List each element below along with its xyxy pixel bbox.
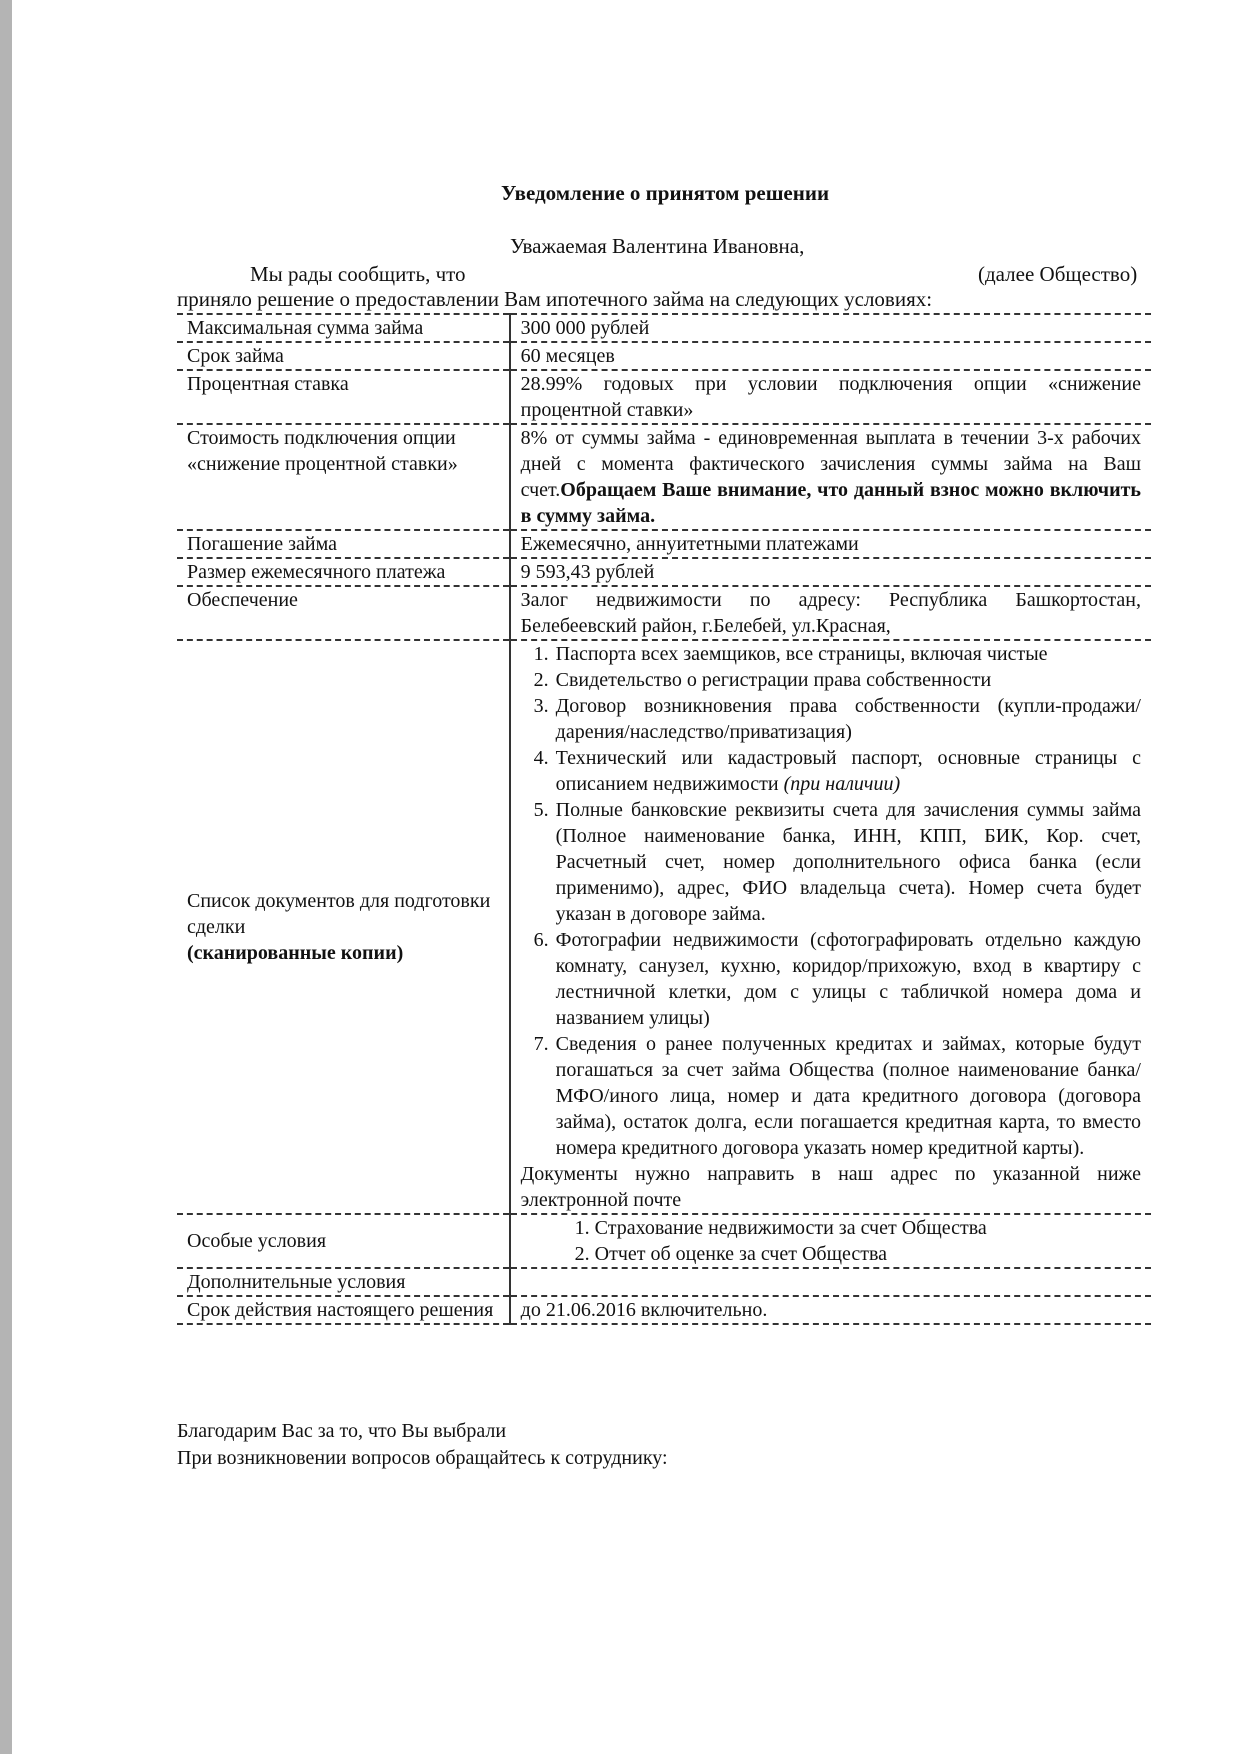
greeting: Уважаемая Валентина Ивановна, [510,234,805,258]
term-label: Обеспечение [177,586,510,640]
list-item: 5. Полные банковские реквизиты счета для зачисления суммы займа (Полное наименование банка, ИНН, КПП, БИК, Кор. счет, Расчетный счет, номер дополнительного офиса банка (если применимо), адрес, ФИО владельца счета). Номер счета будет указан в договоре займа. [554,797,1141,927]
term-value [510,640,1151,1214]
document-title: Уведомление о принятом решении [500,181,830,205]
terms-table [177,313,1151,1325]
list-item: 3. Договор возникновения права собственности (купли-продажи/дарения/наследство/приватизация) [554,693,1141,745]
list-item [554,745,1141,797]
table-row [177,424,1151,530]
option-cost-notice: Обращаем Ваше внимание, что данный взнос можно включить в сумму займа. [520,479,1141,527]
term-value: Ежемесячно, аннуитетными платежами [510,530,1151,558]
table-row [177,1268,1151,1296]
term-label: Срок действия настоящего решения [177,1296,510,1324]
term-label [177,640,510,1214]
table-row [177,1296,1151,1324]
intro-line [250,262,1150,287]
list-item-text: Технический или кадастровый паспорт, основные страницы с описанием недвижимости [555,747,1141,795]
term-label: Дополнительные условия [177,1268,510,1296]
term-value [510,1214,1151,1268]
intro-right-text: (далее Общество) [978,262,1138,286]
list-item: 1. Паспорта всех заемщиков, все страницы, включая чистые [554,641,1141,667]
term-value [510,1268,1151,1296]
thanks-text: Благодарим Вас за то, что Вы выбрали [177,1420,507,1442]
table-row [177,586,1151,640]
table-row [177,342,1151,370]
special-conditions-list [521,1215,1141,1267]
term-value: 28.99% годовых при условии подключения опции «снижение процентной ставки» [510,370,1151,424]
documents-footer: Документы нужно направить в наш адрес по указанной ниже электронной почте [520,1163,1141,1211]
documents-label-bold: (сканированные копии) [187,942,404,964]
term-label: Срок займа [177,342,510,370]
list-item: 1. Страхование недвижимости за счет Общества [595,1215,1141,1241]
contact-text: При возникновении вопросов обращайтесь к сотруднику: [177,1447,668,1469]
table-row [177,1214,1151,1268]
term-label: Особые условия [177,1214,510,1268]
table-row [177,370,1151,424]
list-item: 7. Сведения о ранее полученных кредитах и займах, которые будут погашаться за счет займа Общества (полное наименование банка/МФО/иного лица, номер и дата кредитного договора (договора займа), остаток долга, если погашается кредитная карта, то вместо номера кредитного договора указать номер кредитной карты). [554,1031,1141,1161]
option-cost-text: 8% от суммы займа - единовременная выплата в течении 3-х рабочих дней с момента фактического зачисления суммы займа на Ваш счет. [520,427,1141,501]
documents-label: Список документов для подготовки сделки [187,890,491,938]
table-row [177,640,1151,1214]
term-label: Размер ежемесячного платежа [177,558,510,586]
intro-left-text: Мы рады сообщить, что [250,262,466,286]
term-value: Залог недвижимости по адресу: Республика Башкортостан, Белебеевский район, г.Белебей, ул.Красная, [510,586,1151,640]
list-item: 2. Отчет об оценке за счет Общества [595,1241,1141,1267]
closing-block [177,1418,668,1472]
term-label: Погашение займа [177,530,510,558]
term-value: 9 593,43 рублей [510,558,1151,586]
term-label: Стоимость подключения опции «снижение процентной ставки» [177,424,510,530]
table-row [177,558,1151,586]
term-value: 60 месяцев [510,342,1151,370]
list-item-note: (при наличии) [783,773,901,795]
documents-list [521,641,1141,1161]
term-label: Максимальная сумма займа [177,314,510,342]
term-value: до 21.06.2016 включительно. [510,1296,1151,1324]
term-value: 300 000 рублей [510,314,1151,342]
intro-line-2: приняло решение о предоставлении Вам ипотечного займа на следующих условиях: [177,287,933,311]
term-value [510,424,1151,530]
term-label: Процентная ставка [177,370,510,424]
table-row [177,530,1151,558]
table-row [177,314,1151,342]
list-item: 6. Фотографии недвижимости (сфотографировать отдельно каждую комнату, санузел, кухню, коридор/прихожую, вход в квартиру с лестничной клетки, дом с улицы с табличкой номера дома и названием улицы) [554,927,1141,1031]
list-item: 2. Свидетельство о регистрации права собственности [554,667,1141,693]
